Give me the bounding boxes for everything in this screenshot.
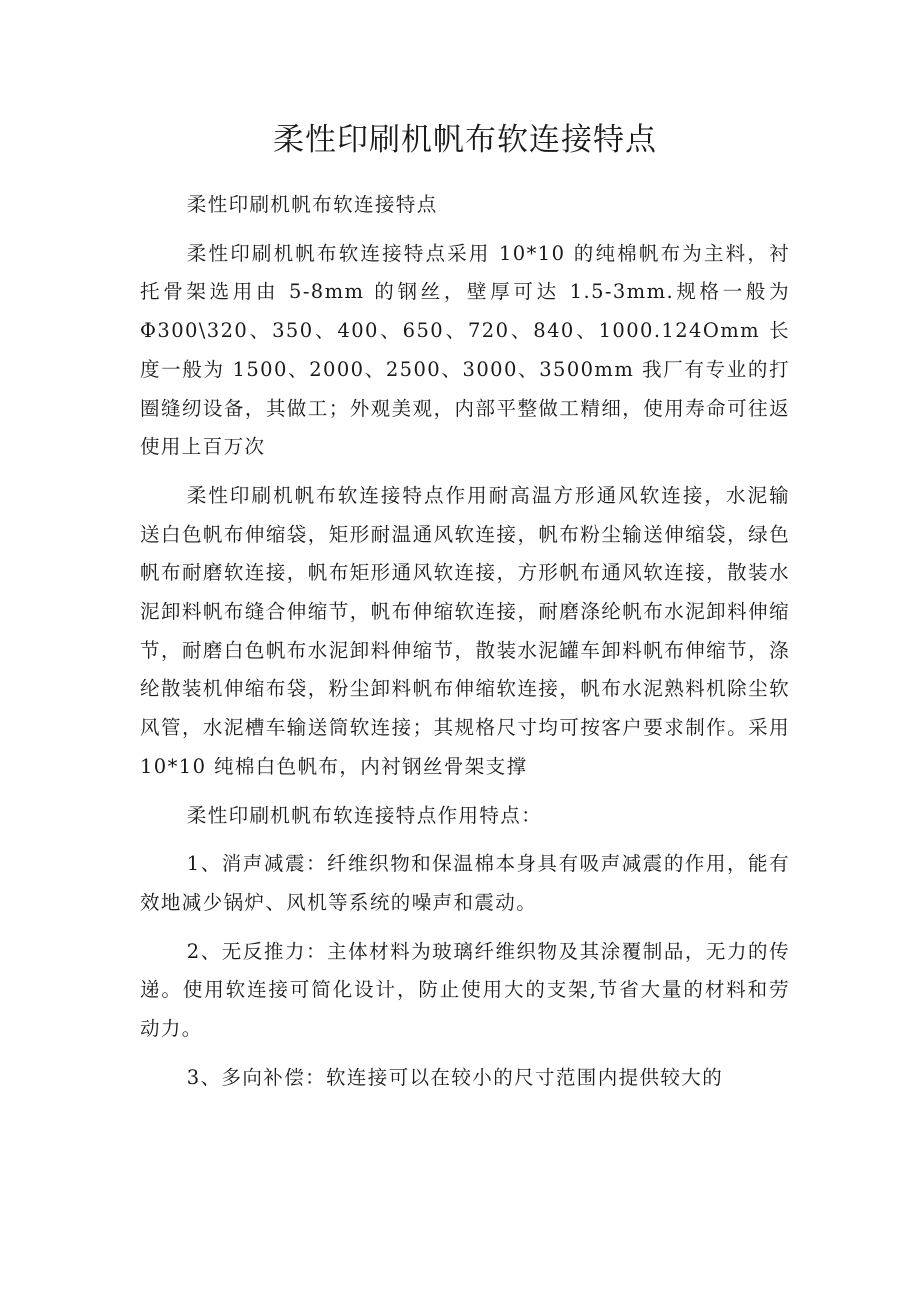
paragraph-feature-3: 3、多向补偿：软连接可以在较小的尺寸范围内提供较大的 [186, 1065, 724, 1089]
document-title: 柔性印刷机帆布软连接特点 [273, 122, 657, 158]
paragraph-applications: 柔性印刷机帆布软连接特点作用耐高温方形通风软连接，水泥输送白色帆布伸缩袋，矩形耐温通风软连接，帆布粉尘输送伸缩袋，绿色帆布耐磨软连接，帆布矩形通风软连接，方形帆布通风软连接，散装水泥卸料帆布缝合伸缩节，帆布伸缩软连接，耐磨涤纶帆布水泥卸料伸缩节，耐磨白色帆布水泥卸料伸缩节，散装水泥罐车卸料帆布伸缩节，涤纶散装机伸缩布袋，粉尘卸料帆布伸缩软连接，帆布水泥熟料机除尘软风管，水泥槽车输送筒软连接；其规格尺寸均可按客户要求制作。采用 10*10 纯棉白色帆布，内衬钢丝骨架支撑 [140, 483, 790, 778]
document-page [140, 118, 790, 1107]
paragraph-features-heading: 柔性印刷机帆布软连接特点作用特点： [186, 803, 543, 827]
paragraph-feature-1: 1、消声减震：纤维织物和保温棉本身具有吸声减震的作用，能有效地减少锅炉、风机等系统的噪声和震动。 [140, 852, 790, 914]
paragraph-materials: 柔性印刷机帆布软连接特点采用 10*10 的纯棉帆布为主料，衬托骨架选用由 5-8mm 的钢丝，壁厚可达 1.5-3mm.规格一般为 Φ300\320、350、400、650、720、840、1000.124Omm 长度一般为 1500、2000、2500、3000、3500mm 我厂有专业的打圈缝纫设备，其做工；外观美观，内部平整做工精细，使用寿命可往返使用上百万次 [140, 241, 790, 459]
paragraph-feature-2: 2、无反推力：主体材料为玻璃纤维织物及其涂覆制品，无力的传递。使用软连接可简化设计，防止使用大的支架,节省大量的材料和劳动力。 [140, 939, 790, 1041]
paragraph-subtitle: 柔性印刷机帆布软连接特点 [186, 193, 438, 216]
